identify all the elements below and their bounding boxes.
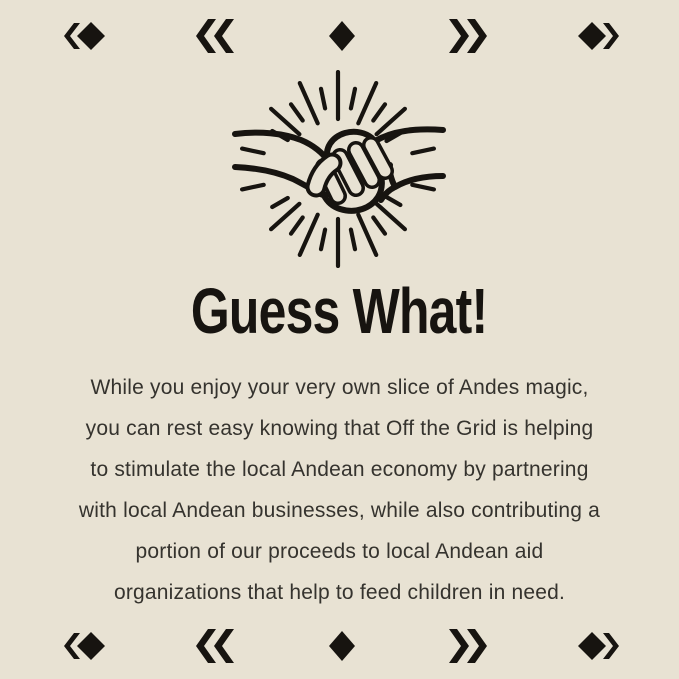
diamond-chevron-right-icon <box>578 22 619 50</box>
double-chevron-left-icon <box>196 629 238 663</box>
body-line: portion of our proceeds to local Andean aid <box>135 540 544 563</box>
handshake-starburst-icon <box>229 70 451 268</box>
chevron-left-diamond-icon <box>64 632 105 660</box>
double-chevron-right-icon <box>445 629 487 663</box>
page-title <box>149 275 529 347</box>
double-chevron-left-icon <box>196 19 238 53</box>
chevron-left-diamond-icon <box>64 22 105 50</box>
diamond-icon <box>329 631 355 661</box>
body-line: you can rest easy knowing that Off the Grid is helping <box>85 417 594 440</box>
body-copy <box>16 367 664 613</box>
body-line: organizations that help to feed children in need. <box>113 581 566 604</box>
body-line: While you enjoy your very own slice of Andes magic, <box>90 376 589 399</box>
diamond-chevron-right-icon <box>578 632 619 660</box>
page-title-text: Guess What! <box>191 275 488 347</box>
ornament-row-bottom <box>0 629 679 663</box>
body-line: to stimulate the local Andean economy by partnering <box>90 458 589 481</box>
diamond-icon <box>329 21 355 51</box>
double-chevron-right-icon <box>445 19 487 53</box>
body-line: with local Andean businesses, while also contributing a <box>78 499 601 522</box>
ornament-row-top <box>0 19 679 53</box>
